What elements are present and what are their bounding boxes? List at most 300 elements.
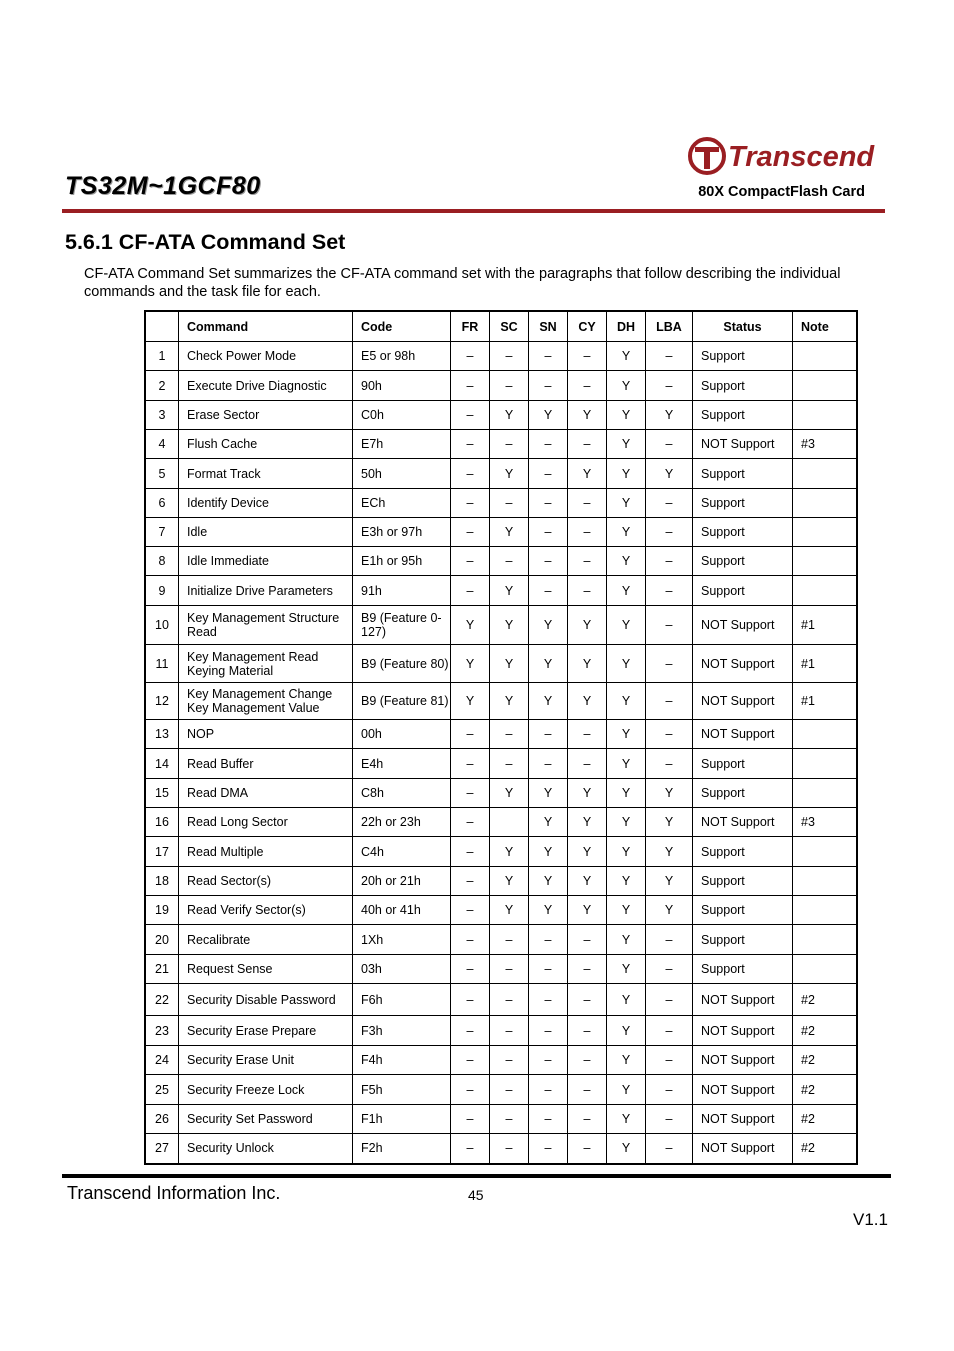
cell-sc: Y — [490, 576, 529, 606]
cell-cy: Y — [568, 401, 607, 430]
cell-cy: Y — [568, 837, 607, 867]
cell-row-number: 16 — [145, 808, 179, 837]
cell-dh: Y — [607, 808, 646, 837]
cell-cy: – — [568, 984, 607, 1016]
cell-note: #2 — [793, 1134, 858, 1164]
cell-row-number: 26 — [145, 1105, 179, 1134]
cell-fr: Y — [451, 606, 490, 645]
cell-note — [793, 518, 858, 547]
cell-command: Security Erase Prepare — [179, 1016, 353, 1046]
cell-status: Support — [693, 955, 793, 984]
cell-code: 90h — [353, 371, 451, 401]
cell-dh: Y — [607, 837, 646, 867]
cell-dh: Y — [607, 342, 646, 371]
cell-row-number: 22 — [145, 984, 179, 1016]
cell-command: Read Buffer — [179, 749, 353, 779]
cell-note: #3 — [793, 430, 858, 459]
cell-fr: – — [451, 1046, 490, 1075]
cell-row-number: 6 — [145, 489, 179, 518]
cell-status: Support — [693, 925, 793, 955]
cell-cy: Y — [568, 808, 607, 837]
table-row — [145, 606, 857, 645]
header-sn: SN — [529, 311, 568, 342]
cell-code: B9 (Feature 0-127) — [353, 606, 451, 645]
cell-note: #2 — [793, 1075, 858, 1105]
header-lba: LBA — [646, 311, 693, 342]
cell-fr: – — [451, 808, 490, 837]
cell-command: Read DMA — [179, 779, 353, 808]
cell-note — [793, 371, 858, 401]
cell-command: Idle — [179, 518, 353, 547]
cell-code: E3h or 97h — [353, 518, 451, 547]
cell-sn: – — [529, 459, 568, 489]
cell-sn: Y — [529, 896, 568, 925]
cell-sn: – — [529, 749, 568, 779]
cell-status: NOT Support — [693, 808, 793, 837]
cell-lba: – — [646, 489, 693, 518]
cell-lba: – — [646, 371, 693, 401]
cell-fr: Y — [451, 683, 490, 720]
cell-row-number: 10 — [145, 606, 179, 645]
cell-sn: – — [529, 342, 568, 371]
intro-paragraph: CF-ATA Command Set summarizes the CF-ATA command set with the paragraphs that follow describing the individual commands and the task file for each. — [84, 266, 841, 300]
cell-status: NOT Support — [693, 683, 793, 720]
cell-command: Flush Cache — [179, 430, 353, 459]
cell-fr: – — [451, 576, 490, 606]
cell-fr: – — [451, 896, 490, 925]
cell-sn: Y — [529, 401, 568, 430]
cell-code: 20h or 21h — [353, 867, 451, 896]
cell-code: F1h — [353, 1105, 451, 1134]
cell-lba: – — [646, 955, 693, 984]
cell-row-number: 15 — [145, 779, 179, 808]
cell-lba: Y — [646, 837, 693, 867]
cell-command: Check Power Mode — [179, 342, 353, 371]
cell-dh: Y — [607, 867, 646, 896]
cell-dh: Y — [607, 749, 646, 779]
cell-sc: – — [490, 1105, 529, 1134]
cell-cy: – — [568, 925, 607, 955]
cell-fr: – — [451, 837, 490, 867]
cell-sn: Y — [529, 606, 568, 645]
cell-sc: – — [490, 430, 529, 459]
cell-row-number: 3 — [145, 401, 179, 430]
footer-company: Transcend Information Inc. — [67, 1183, 281, 1203]
cell-sc: Y — [490, 606, 529, 645]
cell-sn: – — [529, 371, 568, 401]
cell-lba: Y — [646, 779, 693, 808]
cell-code: F2h — [353, 1134, 451, 1164]
table-row — [145, 984, 857, 1016]
table-row — [145, 1075, 857, 1105]
cell-sn: – — [529, 518, 568, 547]
cell-fr: – — [451, 430, 490, 459]
cell-dh: Y — [607, 1046, 646, 1075]
header-code: Code — [353, 311, 451, 342]
cell-cy: – — [568, 518, 607, 547]
cell-lba: – — [646, 925, 693, 955]
cell-sc: Y — [490, 837, 529, 867]
cell-row-number: 7 — [145, 518, 179, 547]
header-command: Command — [179, 311, 353, 342]
cell-row-number: 13 — [145, 720, 179, 749]
command-set-table — [144, 310, 858, 1165]
cell-command: Execute Drive Diagnostic — [179, 371, 353, 401]
cell-fr: Y — [451, 645, 490, 683]
cell-fr: – — [451, 371, 490, 401]
cell-sn: – — [529, 720, 568, 749]
cell-dh: Y — [607, 1134, 646, 1164]
cell-status: Support — [693, 837, 793, 867]
cell-command: Key Management Change Key Management Value — [179, 683, 353, 720]
cell-lba: – — [646, 984, 693, 1016]
header-cy: CY — [568, 311, 607, 342]
cell-sn: Y — [529, 808, 568, 837]
cell-sc: – — [490, 984, 529, 1016]
cell-fr: – — [451, 547, 490, 576]
cell-sc: – — [490, 720, 529, 749]
cell-code: F5h — [353, 1075, 451, 1105]
cell-lba: – — [646, 1016, 693, 1046]
cell-cy: – — [568, 720, 607, 749]
cell-row-number: 1 — [145, 342, 179, 371]
cell-cy: Y — [568, 459, 607, 489]
page-number: 45 — [468, 1187, 484, 1203]
cell-lba: – — [646, 342, 693, 371]
cell-command: Erase Sector — [179, 401, 353, 430]
cell-command: Identify Device — [179, 489, 353, 518]
cell-lba: – — [646, 1075, 693, 1105]
cell-row-number: 9 — [145, 576, 179, 606]
cell-sc: Y — [490, 683, 529, 720]
cell-fr: – — [451, 1075, 490, 1105]
cell-code: C4h — [353, 837, 451, 867]
table-row — [145, 896, 857, 925]
cell-note: #1 — [793, 606, 858, 645]
cell-code: 40h or 41h — [353, 896, 451, 925]
cell-row-number: 21 — [145, 955, 179, 984]
section-heading: 5.6.1 CF-ATA Command Set — [65, 230, 346, 254]
cell-sn: Y — [529, 867, 568, 896]
cell-command: Security Set Password — [179, 1105, 353, 1134]
table-row — [145, 720, 857, 749]
cell-code: F6h — [353, 984, 451, 1016]
cell-cy: Y — [568, 683, 607, 720]
cell-sc: Y — [490, 896, 529, 925]
cell-note — [793, 720, 858, 749]
cell-sn: – — [529, 1016, 568, 1046]
cell-fr: – — [451, 955, 490, 984]
cell-note — [793, 925, 858, 955]
cell-command: Security Erase Unit — [179, 1046, 353, 1075]
cell-dh: Y — [607, 645, 646, 683]
cell-sn: – — [529, 984, 568, 1016]
cell-note — [793, 867, 858, 896]
cell-row-number: 14 — [145, 749, 179, 779]
cell-cy: Y — [568, 606, 607, 645]
cell-sc: Y — [490, 867, 529, 896]
table-row — [145, 955, 857, 984]
cell-cy: – — [568, 1134, 607, 1164]
cell-lba: Y — [646, 459, 693, 489]
cell-lba: – — [646, 518, 693, 547]
cell-note — [793, 896, 858, 925]
cell-row-number: 27 — [145, 1134, 179, 1164]
cell-command: Key Management Read Keying Material — [179, 645, 353, 683]
cell-dh: Y — [607, 371, 646, 401]
product-title: TS32M~1GCF80 — [65, 172, 261, 200]
cell-row-number: 19 — [145, 896, 179, 925]
cell-status: Support — [693, 459, 793, 489]
cell-sn: – — [529, 430, 568, 459]
cell-fr: – — [451, 779, 490, 808]
cell-lba: – — [646, 1046, 693, 1075]
cell-sc: – — [490, 1134, 529, 1164]
cell-sn: Y — [529, 645, 568, 683]
table-row — [145, 779, 857, 808]
cell-fr: – — [451, 1134, 490, 1164]
cell-dh: Y — [607, 1075, 646, 1105]
table-row — [145, 645, 857, 683]
cell-lba: Y — [646, 808, 693, 837]
cell-sn: – — [529, 547, 568, 576]
cell-status: Support — [693, 342, 793, 371]
cell-row-number: 2 — [145, 371, 179, 401]
cell-note — [793, 955, 858, 984]
cell-fr: – — [451, 401, 490, 430]
cell-dh: Y — [607, 547, 646, 576]
cell-cy: Y — [568, 779, 607, 808]
cell-note — [793, 342, 858, 371]
cell-code: C0h — [353, 401, 451, 430]
cell-fr: – — [451, 518, 490, 547]
cell-code: ECh — [353, 489, 451, 518]
cell-lba: Y — [646, 896, 693, 925]
cell-lba: – — [646, 683, 693, 720]
cell-status: NOT Support — [693, 1075, 793, 1105]
transcend-logo — [688, 136, 888, 176]
cell-note — [793, 547, 858, 576]
cell-lba: – — [646, 547, 693, 576]
cell-code: B9 (Feature 80) — [353, 645, 451, 683]
cell-code: F3h — [353, 1016, 451, 1046]
cell-fr: – — [451, 1016, 490, 1046]
cell-sn: Y — [529, 779, 568, 808]
cell-sc: Y — [490, 518, 529, 547]
logo-wordmark: Transcend — [728, 141, 875, 173]
cell-sc: – — [490, 1046, 529, 1075]
cell-dh: Y — [607, 489, 646, 518]
cell-dh: Y — [607, 1016, 646, 1046]
document-version: V1.1 — [853, 1210, 888, 1229]
cell-sc: – — [490, 1075, 529, 1105]
cell-sc: Y — [490, 401, 529, 430]
cell-command: Read Multiple — [179, 837, 353, 867]
cell-cy: – — [568, 955, 607, 984]
cell-cy: Y — [568, 896, 607, 925]
cell-code: E1h or 95h — [353, 547, 451, 576]
cell-note: #1 — [793, 683, 858, 720]
cell-cy: – — [568, 1105, 607, 1134]
cell-cy: – — [568, 547, 607, 576]
table-row — [145, 430, 857, 459]
cell-dh: Y — [607, 984, 646, 1016]
cell-row-number: 11 — [145, 645, 179, 683]
cell-fr: – — [451, 720, 490, 749]
cell-note: #2 — [793, 1016, 858, 1046]
cell-status: Support — [693, 896, 793, 925]
cell-fr: – — [451, 489, 490, 518]
cell-row-number: 24 — [145, 1046, 179, 1075]
cell-fr: – — [451, 1105, 490, 1134]
cell-sn: Y — [529, 683, 568, 720]
cell-note: #2 — [793, 1105, 858, 1134]
table-row — [145, 749, 857, 779]
cell-command: Key Management Structure Read — [179, 606, 353, 645]
cell-sc: – — [490, 749, 529, 779]
cell-sn: – — [529, 925, 568, 955]
cell-note — [793, 576, 858, 606]
cell-cy: – — [568, 576, 607, 606]
cell-sc: – — [490, 925, 529, 955]
table-row — [145, 925, 857, 955]
cell-sc: – — [490, 547, 529, 576]
cell-sc: – — [490, 955, 529, 984]
cell-row-number: 5 — [145, 459, 179, 489]
cell-dh: Y — [607, 606, 646, 645]
cell-note — [793, 837, 858, 867]
cell-lba: – — [646, 430, 693, 459]
cell-sn: – — [529, 1134, 568, 1164]
cell-command: Security Disable Password — [179, 984, 353, 1016]
cell-dh: Y — [607, 896, 646, 925]
cell-row-number: 12 — [145, 683, 179, 720]
cell-sc: Y — [490, 645, 529, 683]
cell-code: 03h — [353, 955, 451, 984]
cell-command: Read Long Sector — [179, 808, 353, 837]
cell-code: E5 or 98h — [353, 342, 451, 371]
cell-command: Format Track — [179, 459, 353, 489]
table-row — [145, 683, 857, 720]
cell-status: NOT Support — [693, 606, 793, 645]
cell-code: 22h or 23h — [353, 808, 451, 837]
cell-code: 50h — [353, 459, 451, 489]
cell-command: Idle Immediate — [179, 547, 353, 576]
cell-code: B9 (Feature 81) — [353, 683, 451, 720]
cell-fr: – — [451, 925, 490, 955]
cell-status: NOT Support — [693, 1016, 793, 1046]
cell-command: Security Freeze Lock — [179, 1075, 353, 1105]
cell-row-number: 17 — [145, 837, 179, 867]
cell-code: C8h — [353, 779, 451, 808]
header-note: Note — [793, 311, 858, 342]
table-row — [145, 547, 857, 576]
cell-status: Support — [693, 518, 793, 547]
cell-status: Support — [693, 489, 793, 518]
cell-status: NOT Support — [693, 1134, 793, 1164]
cell-sn: – — [529, 1075, 568, 1105]
cell-command: Security Unlock — [179, 1134, 353, 1164]
cell-lba: – — [646, 1134, 693, 1164]
cell-status: NOT Support — [693, 1105, 793, 1134]
table-row — [145, 371, 857, 401]
cell-code: E7h — [353, 430, 451, 459]
cell-note: #2 — [793, 984, 858, 1016]
cell-fr: – — [451, 867, 490, 896]
cell-status: NOT Support — [693, 720, 793, 749]
cell-dh: Y — [607, 683, 646, 720]
cell-note — [793, 749, 858, 779]
cell-status: NOT Support — [693, 1046, 793, 1075]
cell-dh: Y — [607, 720, 646, 749]
cell-dh: Y — [607, 518, 646, 547]
cell-note — [793, 459, 858, 489]
cell-command: Request Sense — [179, 955, 353, 984]
header-divider — [62, 209, 885, 213]
cell-lba: – — [646, 720, 693, 749]
cell-row-number: 23 — [145, 1016, 179, 1046]
cell-dh: Y — [607, 779, 646, 808]
table-body — [145, 342, 857, 1164]
table-row — [145, 1134, 857, 1164]
cell-cy: – — [568, 1046, 607, 1075]
table-row — [145, 867, 857, 896]
cell-status: NOT Support — [693, 645, 793, 683]
cell-status: NOT Support — [693, 430, 793, 459]
cell-cy: – — [568, 749, 607, 779]
cell-status: Support — [693, 401, 793, 430]
header-status: Status — [693, 311, 793, 342]
cell-cy: Y — [568, 645, 607, 683]
cell-lba: – — [646, 645, 693, 683]
cell-command: Recalibrate — [179, 925, 353, 955]
cell-dh: Y — [607, 401, 646, 430]
cell-sn: – — [529, 1105, 568, 1134]
table-row — [145, 459, 857, 489]
cell-code: 1Xh — [353, 925, 451, 955]
table-row — [145, 342, 857, 371]
cell-sn: – — [529, 576, 568, 606]
cell-row-number: 4 — [145, 430, 179, 459]
cell-sc: Y — [490, 459, 529, 489]
cell-sc — [490, 808, 529, 837]
cell-note — [793, 401, 858, 430]
header-fr: FR — [451, 311, 490, 342]
cell-cy: – — [568, 342, 607, 371]
cell-command: Read Verify Sector(s) — [179, 896, 353, 925]
cell-dh: Y — [607, 459, 646, 489]
cell-sn: – — [529, 1046, 568, 1075]
cell-note: #2 — [793, 1046, 858, 1075]
header-row-number — [145, 311, 179, 342]
cell-lba: – — [646, 606, 693, 645]
table-row — [145, 576, 857, 606]
table-row — [145, 837, 857, 867]
cell-dh: Y — [607, 955, 646, 984]
cell-row-number: 25 — [145, 1075, 179, 1105]
cell-dh: Y — [607, 925, 646, 955]
cell-lba: Y — [646, 401, 693, 430]
cell-status: Support — [693, 779, 793, 808]
cell-note — [793, 489, 858, 518]
cell-fr: – — [451, 459, 490, 489]
cell-cy: – — [568, 371, 607, 401]
cell-status: Support — [693, 576, 793, 606]
cell-fr: – — [451, 342, 490, 371]
table-row — [145, 489, 857, 518]
table-row — [145, 401, 857, 430]
cell-note — [793, 779, 858, 808]
